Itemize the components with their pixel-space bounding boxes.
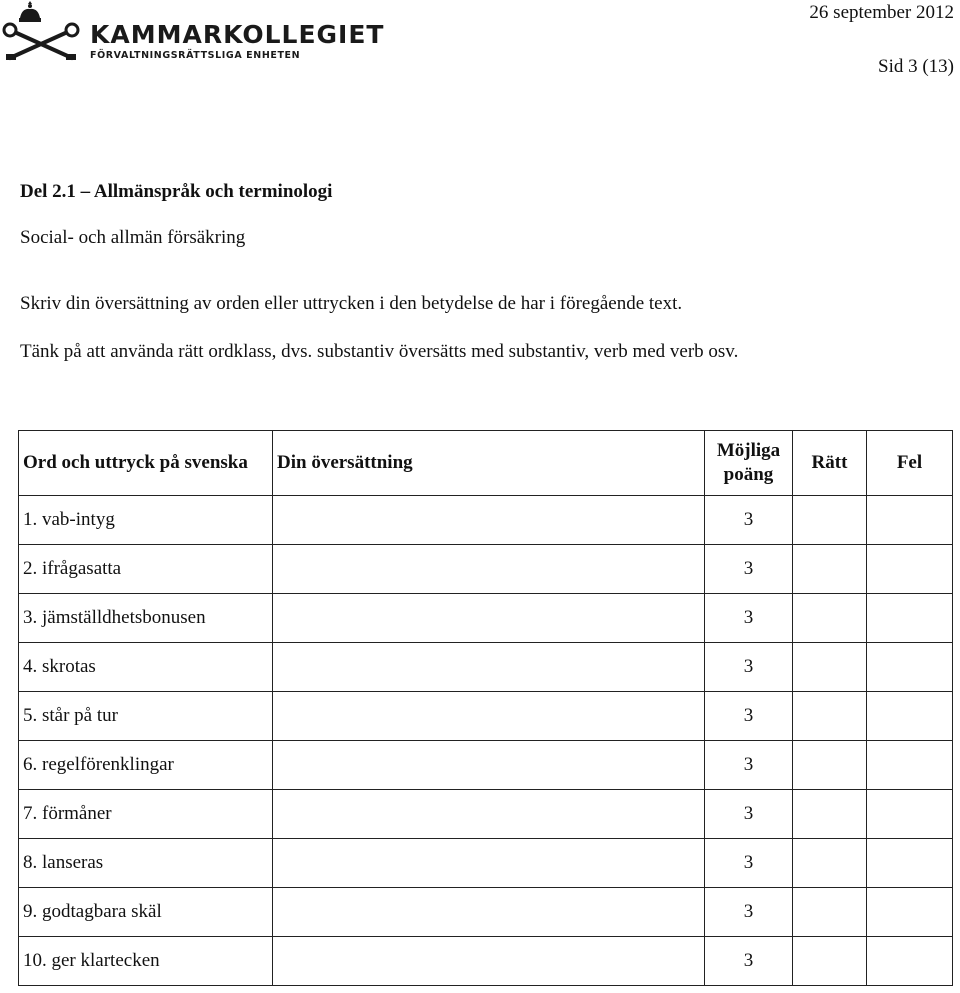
- table-row: [19, 496, 953, 545]
- correct-cell[interactable]: [793, 692, 867, 741]
- wrong-cell[interactable]: [867, 888, 953, 937]
- correct-cell[interactable]: [793, 545, 867, 594]
- term-cell: 2. ifrågasatta: [19, 545, 273, 594]
- wrong-cell[interactable]: [867, 790, 953, 839]
- term-cell: 1. vab-intyg: [19, 496, 273, 545]
- table-row: [19, 888, 953, 937]
- correct-cell[interactable]: [793, 937, 867, 986]
- instruction-text: Tänk på att använda rätt ordklass, dvs. substantiv översätts med substantiv, verb med verb osv.: [20, 341, 739, 362]
- term-cell: 3. jämställdhetsbonusen: [19, 594, 273, 643]
- wrong-cell[interactable]: [867, 741, 953, 790]
- points-cell: 3: [705, 741, 793, 790]
- term-cell: 9. godtagbara skäl: [19, 888, 273, 937]
- term-cell: 4. skrotas: [19, 643, 273, 692]
- translation-table: [18, 430, 953, 986]
- term-cell: 5. står på tur: [19, 692, 273, 741]
- translation-input-cell[interactable]: [273, 790, 705, 839]
- translation-input-cell[interactable]: [273, 643, 705, 692]
- points-cell: 3: [705, 888, 793, 937]
- table-row: [19, 790, 953, 839]
- column-header-translation: Din översättning: [273, 431, 705, 496]
- correct-cell[interactable]: [793, 790, 867, 839]
- term-cell: 6. regelförenklingar: [19, 741, 273, 790]
- page-number: Sid 3 (13): [878, 56, 954, 77]
- term-cell: 8. lanseras: [19, 839, 273, 888]
- table-row: [19, 692, 953, 741]
- term-cell: 10. ger klartecken: [19, 937, 273, 986]
- table-row: [19, 741, 953, 790]
- translation-input-cell[interactable]: [273, 594, 705, 643]
- table-header-row: [19, 431, 953, 496]
- section-subheading: Social- och allmän försäkring: [20, 227, 246, 248]
- correct-cell[interactable]: [793, 496, 867, 545]
- table-row: [19, 594, 953, 643]
- org-name: KAMMARKOLLEGIET: [90, 20, 385, 49]
- points-cell: 3: [705, 496, 793, 545]
- translation-input-cell[interactable]: [273, 496, 705, 545]
- correct-cell[interactable]: [793, 888, 867, 937]
- translation-input-cell[interactable]: [273, 937, 705, 986]
- column-header-correct: Rätt: [793, 431, 867, 496]
- wrong-cell[interactable]: [867, 839, 953, 888]
- points-cell: 3: [705, 594, 793, 643]
- column-header-wrong: Fel: [867, 431, 953, 496]
- translation-input-cell[interactable]: [273, 741, 705, 790]
- section-heading: Del 2.1 – Allmänspråk och terminologi: [20, 181, 333, 202]
- correct-cell[interactable]: [793, 643, 867, 692]
- translation-input-cell[interactable]: [273, 839, 705, 888]
- column-header-points: Möjliga poäng: [705, 431, 793, 496]
- wrong-cell[interactable]: [867, 496, 953, 545]
- translation-input-cell[interactable]: [273, 888, 705, 937]
- table-row: [19, 643, 953, 692]
- table-row: [19, 937, 953, 986]
- wrong-cell[interactable]: [867, 692, 953, 741]
- points-cell: 3: [705, 839, 793, 888]
- table-row: [19, 545, 953, 594]
- column-header-term: Ord och uttryck på svenska: [19, 431, 273, 496]
- correct-cell[interactable]: [793, 741, 867, 790]
- correct-cell[interactable]: [793, 839, 867, 888]
- wrong-cell[interactable]: [867, 643, 953, 692]
- document-date: 26 september 2012: [809, 2, 954, 23]
- points-cell: 3: [705, 643, 793, 692]
- org-subname: FÖRVALTNINGSRÄTTSLIGA ENHETEN: [90, 50, 301, 61]
- points-cell: 3: [705, 545, 793, 594]
- points-cell: 3: [705, 692, 793, 741]
- points-cell: 3: [705, 937, 793, 986]
- correct-cell[interactable]: [793, 594, 867, 643]
- term-cell: 7. förmåner: [19, 790, 273, 839]
- translation-input-cell[interactable]: [273, 692, 705, 741]
- crown-keys-emblem-icon: [2, 0, 82, 64]
- table-row: [19, 839, 953, 888]
- kammarkollegiet-logo: [2, 0, 385, 66]
- points-cell: 3: [705, 790, 793, 839]
- translation-input-cell[interactable]: [273, 545, 705, 594]
- wrong-cell[interactable]: [867, 545, 953, 594]
- instruction-text: Skriv din översättning av orden eller uttrycken i den betydelse de har i föregående text.: [20, 293, 683, 314]
- wrong-cell[interactable]: [867, 937, 953, 986]
- wrong-cell[interactable]: [867, 594, 953, 643]
